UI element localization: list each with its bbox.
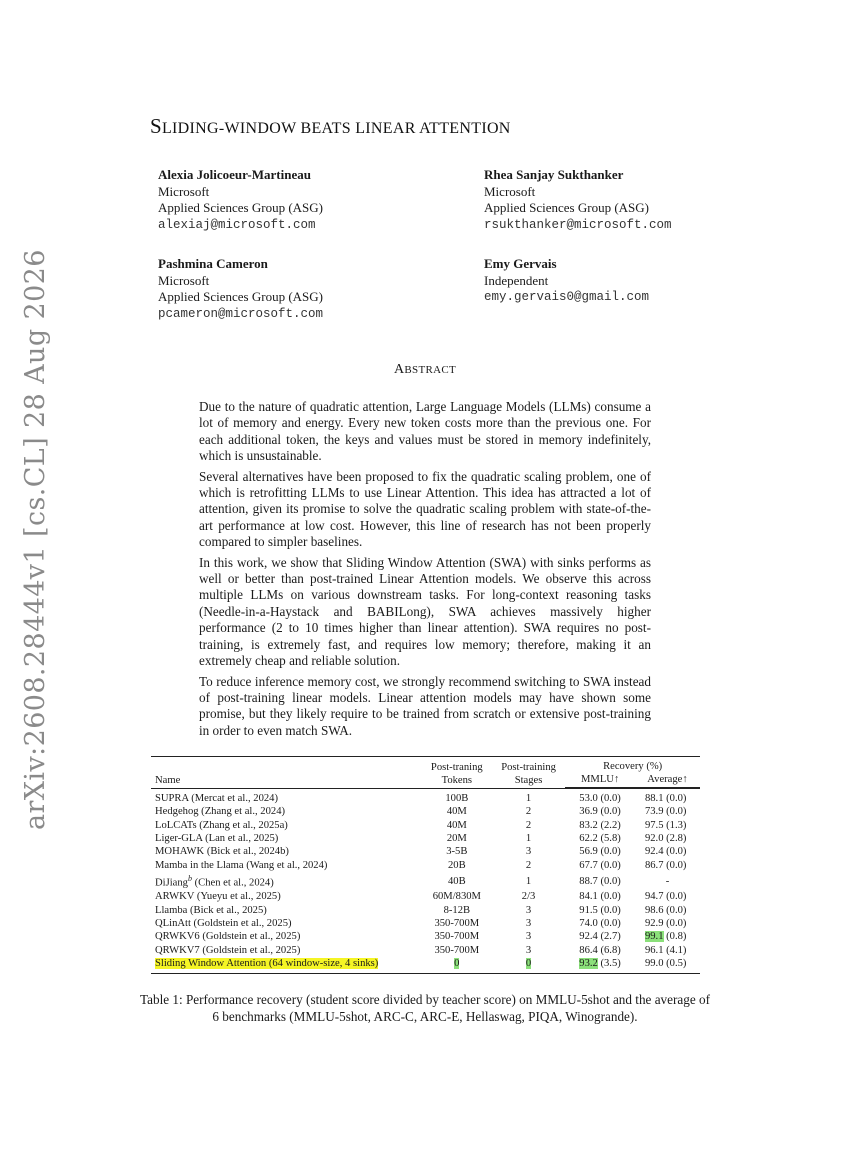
cell-stages (492, 805, 565, 818)
mmlu-value: 62.2 (579, 833, 598, 845)
author-group: Applied Sciences Group (ASG) (158, 200, 323, 215)
cell-tokens (422, 944, 492, 957)
stages-value: 2 (525, 819, 532, 831)
cell-stages (492, 819, 565, 832)
average-value: 86.7 (644, 859, 664, 871)
col-header-recovery: Recovery (%) (603, 761, 663, 772)
cell-tokens (422, 930, 492, 943)
cell-average (635, 832, 700, 845)
table-row (151, 890, 700, 903)
cell-average (635, 819, 700, 832)
cell-stages (492, 845, 565, 858)
stages-value: 3 (525, 904, 532, 916)
average-value: 97.5 (644, 819, 664, 831)
cell-name (151, 819, 422, 832)
stages-value: 2/3 (521, 891, 536, 903)
cell-average (635, 890, 700, 903)
author-name: Rhea Sanjay Sukthanker (484, 167, 624, 182)
model-name: QLinAtt (Goldstein et al., 2025) (155, 918, 292, 929)
col-header-mmlu: MMLU↑ (565, 773, 635, 787)
average-value: 98.6 (644, 904, 664, 916)
cell-stages (492, 944, 565, 957)
model-citation: (Chen et al., 2024) (191, 877, 274, 889)
cell-name (151, 930, 422, 943)
cell-name (151, 904, 422, 917)
average-sd: (0.8) (666, 931, 687, 943)
author-group: Applied Sciences Group (ASG) (484, 200, 649, 215)
mmlu-value: 91.5 (579, 904, 598, 916)
table-row (151, 917, 700, 930)
mmlu-value: 67.7 (579, 859, 598, 871)
mmlu-sd: (3.5) (600, 958, 621, 970)
average-sd: (0.0) (666, 859, 687, 871)
cell-stages (492, 904, 565, 917)
stages-value: 2 (525, 859, 532, 871)
mmlu-sd: (0.0) (600, 846, 621, 858)
average-value: 94.7 (644, 891, 664, 903)
col-header-stages-line1: Post-training (501, 761, 556, 773)
abstract-heading-rest: BSTRACT (404, 364, 457, 376)
cell-name (151, 788, 422, 805)
mmlu-sd: (0.0) (600, 918, 621, 929)
arxiv-identifier-stamp: arXiv:2608.28444v1 [cs.CL] 28 Aug 2026 (20, 249, 51, 830)
stages-value: 3 (525, 846, 532, 858)
average-sd: (0.0) (666, 918, 687, 929)
mmlu-value: 92.4 (579, 931, 598, 943)
average-sd: (1.3) (666, 819, 687, 831)
model-name: QRWKV7 (Goldstein et al., 2025) (155, 944, 301, 956)
stages-value: 3 (525, 931, 532, 943)
cell-name (151, 845, 422, 858)
cell-stages (492, 859, 565, 872)
cell-stages (492, 788, 565, 805)
cell-mmlu (565, 832, 635, 845)
cell-average (635, 917, 700, 930)
model-name: Llamba (Bick et al., 2025) (155, 904, 267, 916)
results-table-body (151, 788, 700, 973)
mmlu-value: 88.7 (579, 875, 598, 887)
mmlu-value: 36.9 (579, 806, 598, 818)
cell-tokens (422, 832, 492, 845)
cell-average (635, 788, 700, 805)
tokens-value: 350-700M (434, 918, 480, 929)
average-value: 73.9 (644, 806, 664, 818)
results-table-container (151, 756, 700, 974)
table-row (151, 872, 700, 890)
cell-average (635, 805, 700, 818)
model-name: Sliding Window Attention (64 window-size, 4 sinks) (155, 958, 379, 970)
author-org: Microsoft (158, 183, 210, 199)
stages-value: 1 (525, 833, 532, 845)
table-row (151, 904, 700, 917)
abstract-body (199, 399, 651, 743)
mmlu-sd: (5.8) (600, 833, 621, 845)
author-org: Microsoft (484, 183, 536, 199)
model-name: MOHAWK (Bick et al., 2024b) (155, 846, 289, 858)
cell-mmlu (565, 890, 635, 903)
cell-average (635, 904, 700, 917)
stages-value: 0 (525, 958, 532, 970)
mmlu-value: 83.2 (579, 819, 598, 831)
model-name: SUPRA (Mercat et al., 2024) (155, 792, 278, 804)
cell-stages (492, 832, 565, 845)
cell-tokens (422, 957, 492, 973)
cell-average (635, 944, 700, 957)
cell-mmlu (565, 930, 635, 943)
cell-name (151, 957, 422, 973)
average-sd: (4.1) (666, 944, 687, 956)
mmlu-value: 56.9 (579, 846, 598, 858)
mmlu-sd: (0.0) (600, 806, 621, 818)
cell-stages (492, 890, 565, 903)
tokens-value: 8-12B (443, 904, 471, 916)
results-table (151, 756, 700, 974)
mmlu-sd: (0.0) (600, 875, 621, 887)
col-header-name: Name (155, 774, 181, 786)
mmlu-value: 74.0 (579, 918, 598, 929)
cell-tokens (422, 819, 492, 832)
average-sd: (0.5) (666, 958, 687, 970)
tokens-value: 20B (447, 859, 466, 871)
table-row (151, 859, 700, 872)
tokens-value: 40B (447, 875, 466, 887)
cell-name (151, 859, 422, 872)
author-block-2 (484, 167, 672, 233)
author-name: Alexia Jolicoeur-Martineau (158, 167, 311, 182)
cell-tokens (422, 859, 492, 872)
tokens-value: 40M (446, 806, 467, 818)
table-row (151, 819, 700, 832)
author-group: Applied Sciences Group (ASG) (158, 289, 323, 304)
average-value: 99.0 (644, 958, 664, 970)
average-sd: (0.0) (666, 846, 687, 858)
cell-mmlu (565, 859, 635, 872)
cell-name (151, 805, 422, 818)
cell-name (151, 832, 422, 845)
abstract-paragraph: In this work, we show that Sliding Window Attention (SWA) with sinks performs as well or better than post-trained Linear Attention models. We observe this across multiple LLMs on various downstream tasks. For long-context reasoning tasks (Needle-in-a-Haystack and BABILong), SWA achieves massively higher performance (2 to 10 times higher than linear attention). SWA requires no post-training, is extremely fast, and requires low memory; therefore, making it an extremely cheap and reliable solution. (199, 554, 651, 669)
cell-name (151, 917, 422, 930)
cell-tokens (422, 917, 492, 930)
mmlu-sd: (6.8) (600, 944, 621, 956)
cell-name (151, 944, 422, 957)
cell-tokens (422, 845, 492, 858)
abstract-heading (0, 362, 850, 378)
average-value: 99.1 (644, 931, 664, 943)
average-value: 92.0 (644, 833, 664, 845)
table-row (151, 805, 700, 818)
cell-mmlu (565, 904, 635, 917)
average-sd: (0.0) (666, 891, 687, 903)
model-name: DiJiang (155, 877, 188, 889)
cell-tokens (422, 872, 492, 890)
cell-tokens (422, 788, 492, 805)
tokens-value: 350-700M (434, 931, 480, 943)
tokens-value: 100B (445, 792, 469, 804)
average-sd: (0.0) (666, 904, 687, 916)
cell-tokens (422, 904, 492, 917)
table-row (151, 930, 700, 943)
author-block-1 (158, 167, 323, 233)
author-name: Pashmina Cameron (158, 256, 268, 271)
col-header-tokens-line2: Tokens (441, 774, 473, 786)
model-name: ARWKV (Yueyu et al., 2025) (155, 891, 281, 903)
mmlu-value: 53.0 (579, 792, 598, 804)
stages-value: 3 (525, 918, 532, 929)
author-org: Independent (484, 272, 549, 288)
cell-average (635, 930, 700, 943)
paper-title (150, 114, 511, 139)
model-name: Mamba in the Llama (Wang et al., 2024) (155, 859, 328, 871)
mmlu-sd: (2.7) (600, 931, 621, 943)
tokens-value: 40M (446, 819, 467, 831)
tokens-value: 3-5B (446, 846, 468, 858)
cell-mmlu (565, 944, 635, 957)
average-value: 96.1 (644, 944, 664, 956)
average-value: - (665, 875, 670, 887)
mmlu-sd: (0.0) (600, 792, 621, 804)
cell-mmlu (565, 819, 635, 832)
cell-mmlu (565, 845, 635, 858)
average-sd: (2.8) (666, 833, 687, 845)
average-value: 92.9 (644, 918, 664, 929)
cell-mmlu (565, 872, 635, 890)
table-row (151, 845, 700, 858)
mmlu-sd: (0.0) (600, 891, 621, 903)
model-name: QRWKV6 (Goldstein et al., 2025) (155, 931, 301, 943)
average-sd: (0.0) (666, 806, 687, 818)
author-email[interactable]: rsukthanker@microsoft.com (484, 217, 672, 232)
cell-mmlu (565, 957, 635, 973)
author-name: Emy Gervais (484, 256, 557, 271)
cell-name (151, 872, 422, 890)
cell-average (635, 957, 700, 973)
abstract-heading-initial: A (393, 362, 405, 377)
author-email[interactable]: alexiaj@microsoft.com (158, 217, 316, 232)
model-name: LoLCATs (Zhang et al., 2025a) (155, 819, 288, 831)
stages-value: 1 (525, 792, 532, 804)
tokens-value: 20M (446, 833, 467, 845)
model-name: Liger-GLA (Lan et al., 2025) (155, 833, 279, 845)
cell-stages (492, 930, 565, 943)
cell-stages (492, 872, 565, 890)
mmlu-value: 93.2 (579, 958, 598, 970)
tokens-value: 0 (454, 958, 460, 970)
mmlu-value: 84.1 (579, 891, 598, 903)
table-caption: Table 1: Performance recovery (student score divided by teacher score) on MMLU-5shot and the average of 6 benchmarks (MMLU-5shot, ARC-C, ARC-E, Hellaswag, PIQA, Winogrande). (140, 992, 710, 1024)
stages-value: 2 (525, 806, 532, 818)
cell-stages (492, 957, 565, 973)
author-email[interactable]: emy.gervais0@gmail.com (484, 290, 650, 304)
stages-value: 1 (525, 875, 532, 887)
cell-stages (492, 917, 565, 930)
cell-tokens (422, 805, 492, 818)
col-header-tokens-line1: Post-traning (430, 761, 483, 773)
footnote-marker: b (187, 874, 192, 884)
mmlu-sd: (2.2) (600, 819, 621, 831)
author-block-4 (484, 256, 649, 306)
average-value: 92.4 (644, 846, 664, 858)
average-sd: (0.0) (666, 792, 687, 804)
table-row (151, 944, 700, 957)
abstract-paragraph: Due to the nature of quadratic attention, Large Language Models (LLMs) consume a lot of memory and energy. Every new token costs more than the previous one. For each additional token, the keys and values must be stored in memory indefinitely, which is unsustainable. (199, 399, 651, 464)
cell-average (635, 872, 700, 890)
average-value: 88.1 (644, 792, 664, 804)
tokens-value: 350-700M (434, 944, 480, 956)
cell-average (635, 859, 700, 872)
stages-value: 3 (525, 944, 532, 956)
col-header-average: Average↑ (635, 773, 700, 787)
cell-mmlu (565, 917, 635, 930)
cell-mmlu (565, 788, 635, 805)
author-email[interactable]: pcameron@microsoft.com (158, 306, 324, 321)
author-block-3 (158, 256, 323, 322)
title-initial: S (150, 114, 162, 138)
abstract-paragraph: To reduce inference memory cost, we strongly recommend switching to SWA instead of post-training linear models. Linear attention models may have shown some promise, but they likely require to be trained from scratch or extensive post-training in order to even match SWA. (199, 673, 651, 738)
col-header-stages-line2: Stages (514, 774, 543, 786)
model-name: Hedgehog (Zhang et al., 2024) (155, 806, 286, 818)
title-rest: LIDING-WINDOW BEATS LINEAR ATTENTION (161, 120, 511, 137)
table-row (151, 788, 700, 805)
cell-name (151, 890, 422, 903)
cell-average (635, 845, 700, 858)
cell-tokens (422, 890, 492, 903)
table-row (151, 832, 700, 845)
mmlu-sd: (0.0) (600, 904, 621, 916)
author-org: Microsoft (158, 272, 210, 288)
abstract-paragraph: Several alternatives have been proposed to fix the quadratic scaling problem, one of which is retrofitting LLMs to use Linear Attention. This idea has attracted a lot of attention, given its promise to solve the quadratic scaling problem with state-of-the-art performance at low cost. However, this line of research has not been properly compared to simpler baselines. (199, 468, 651, 550)
table-row (151, 957, 700, 973)
mmlu-value: 86.4 (579, 944, 598, 956)
mmlu-sd: (0.0) (600, 859, 621, 871)
cell-mmlu (565, 805, 635, 818)
tokens-value: 60M/830M (432, 891, 481, 903)
